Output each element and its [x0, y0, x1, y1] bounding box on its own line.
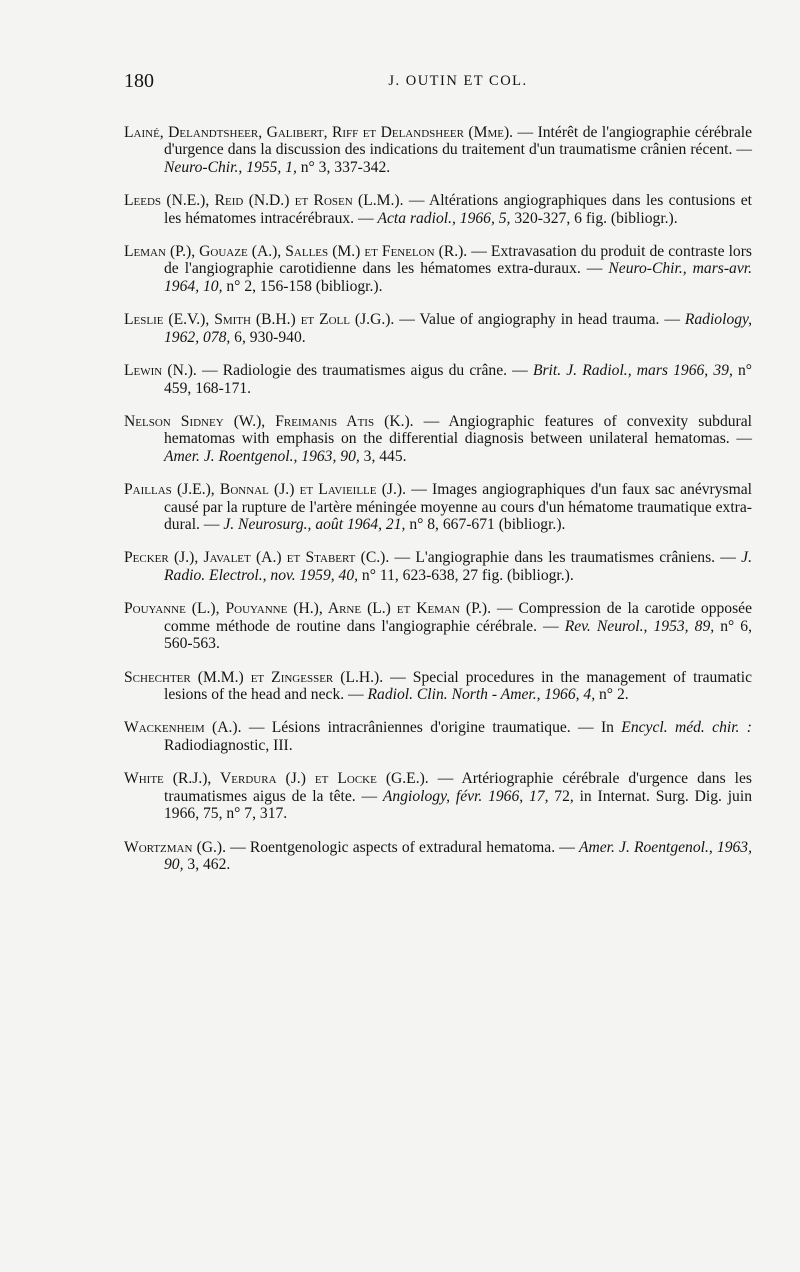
ref-tail: n° 11, 623-638, 27 fig. (bibliogr.). — [358, 567, 574, 585]
ref-volume: 1953, 89, — [647, 617, 715, 635]
ref-tail: n° 2. — [595, 686, 629, 704]
ref-body: — Radiologie des traumatismes aigus du crâne. — — [196, 361, 533, 379]
reference-entry — [124, 600, 752, 653]
ref-journal: J. Radio. Electrol., — [164, 549, 752, 585]
ref-authors: Leslie (E.V.), Smith (B.H.) et Zoll (J.G.). — [124, 311, 395, 329]
ref-tail: 320-327, 6 fig. (bibliogr.). — [510, 209, 678, 227]
reference-entry — [124, 669, 752, 704]
ref-body: — Roentgenologic aspects of extradural hematoma. — — [226, 838, 579, 856]
ref-volume: 1962, 078, — [164, 328, 231, 346]
reference-entry — [124, 481, 752, 534]
ref-authors: Leman (P.), Gouaze (A.), Salles (M.) et Fenelon (R.). — [124, 242, 468, 260]
ref-journal: Radiology, — [684, 311, 752, 329]
page-header — [124, 70, 752, 94]
ref-volume: nov. 1959, 40, — [266, 567, 359, 585]
ref-body: — L'angiographie dans les traumatismes crâniens. — — [389, 549, 742, 567]
ref-authors: White (R.J.), Verdura (J.) et Locke (G.E.). — [124, 770, 429, 788]
ref-authors: Schechter (M.M.) et Zingesser (L.H.). — [124, 668, 384, 686]
ref-body: — Artériographie cérébrale d'urgence dans les traumatismes aigus de la tête. — — [164, 770, 752, 805]
ref-journal: Amer. J. Roentgenol., — [578, 838, 713, 856]
ref-tail: 3, 462. — [183, 856, 231, 874]
ref-volume: 1963, 90, — [297, 447, 360, 465]
ref-body: — Intérêt de l'angiographie cérébrale d'urgence dans la discussion des indications du traitement d'un traumatisme crânien récent. — — [164, 123, 752, 159]
reference-entry — [124, 124, 752, 177]
ref-tail: n° 8, 667-671 (bibliogr.). — [405, 516, 566, 534]
reference-entry — [124, 243, 752, 296]
running-head: J. OUTIN ET COL. — [388, 73, 528, 89]
reference-entry — [124, 549, 752, 584]
ref-tail: 6, 930-940. — [230, 328, 306, 346]
ref-volume: 1963, 90, — [164, 838, 753, 874]
ref-journal: Acta radiol., — [377, 209, 456, 227]
ref-journal: Rev. Neurol., — [564, 617, 648, 635]
ref-body: — Altérations angiographiques dans les contusions et les hématomes intracérébraux. — — [164, 191, 752, 227]
ref-body: — Angiographic features of convexity subdural hematomas with emphasis on the differential diagnosis between unilateral hematomas. — — [164, 412, 752, 448]
ref-tail: Radiodiagnostic, III. — [164, 736, 293, 754]
ref-volume: mars 1966, 39, — [631, 361, 733, 379]
ref-journal: Neuro-Chir., — [164, 158, 243, 176]
ref-journal: Amer. J. Roentgenol., — [164, 447, 298, 465]
reference-entry — [124, 192, 752, 227]
reference-entry — [124, 362, 752, 397]
ref-tail: n° 459, 168-171. — [164, 361, 753, 397]
ref-authors: Pecker (J.), Javalet (A.) et Stabert (C.). — [124, 549, 390, 567]
ref-body: — Special procedures in the management of traumatic lesions of the head and neck. — — [164, 668, 752, 704]
ref-volume: févr. 1966, 17, — [450, 787, 549, 805]
ref-authors: Lewin (N.). — [124, 361, 197, 379]
ref-tail: 3, 445. — [359, 447, 407, 465]
reference-entry — [124, 770, 752, 823]
ref-body: — Compression de la carotide opposée comme méthode de routine dans l'angiographie cérébrale. — — [164, 600, 752, 635]
ref-authors: Paillas (J.E.), Bonnal (J.) et Lavieille (J.). — [124, 481, 406, 499]
reference-list — [124, 108, 752, 880]
ref-authors: Pouyanne (L.), Pouyanne (H.), Arne (L.) et Keman (P.). — [124, 600, 491, 618]
ref-authors: Nelson Sidney (W.), Freimanis Atis (K.). — [124, 412, 414, 430]
ref-volume: mars-avr. 1964, 10, — [164, 260, 752, 295]
ref-tail: n° 3, 337-342. — [296, 158, 391, 176]
ref-tail: 72, in Internat. Surg. Dig. juin 1966, 75, n° 7, 317. — [164, 787, 752, 823]
ref-tail: n° 2, 156-158 (bibliogr.). — [222, 277, 383, 295]
ref-journal: Angiology, — [382, 787, 451, 805]
ref-authors: Wackenheim (A.). — [124, 719, 242, 737]
ref-body: — Value of angiography in head trauma. — — [394, 311, 685, 329]
reference-entry — [124, 413, 752, 466]
ref-journal: Neuro-Chir., — [608, 260, 687, 278]
ref-journal: Brit. J. Radiol., — [532, 361, 632, 379]
reference-entry — [124, 311, 752, 346]
ref-volume: 1966, 5, — [455, 209, 511, 227]
ref-volume: août 1964, 21, — [311, 516, 406, 534]
ref-volume: 1966, 4, — [540, 686, 596, 704]
ref-tail: n° 6, 560-563. — [164, 617, 752, 653]
ref-journal: Radiol. Clin. North - Amer., — [367, 686, 541, 704]
ref-authors: Leeds (N.E.), Reid (N.D.) et Rosen (L.M.). — [124, 191, 404, 209]
reference-entry — [124, 839, 752, 874]
ref-journal: Encycl. méd. chir. : — [621, 719, 752, 737]
reference-entry — [124, 719, 752, 754]
ref-body: — Images angiographiques d'un faux sac anévrysmal causé par la rupture de l'artère méningée moyenne au cours d'un hématome traumatique extra-dural. — — [164, 481, 752, 534]
ref-authors: Wortzman (G.). — [124, 838, 227, 856]
ref-journal: J. Neurosurg., — [223, 516, 312, 534]
ref-body: — Extravasation du produit de contraste lors de l'angiographie carotidienne dans les hématomes extra-duraux. — — [164, 242, 752, 278]
ref-volume: 1955, 1, — [242, 158, 297, 176]
ref-body: — Lésions intracrâniennes d'origine traumatique. — In — [241, 719, 622, 737]
ref-authors: Lainé, Delandtsheer, Galibert, Riff et Delandsheer (Mme). — [124, 123, 514, 141]
page-number: 180 — [124, 70, 154, 92]
